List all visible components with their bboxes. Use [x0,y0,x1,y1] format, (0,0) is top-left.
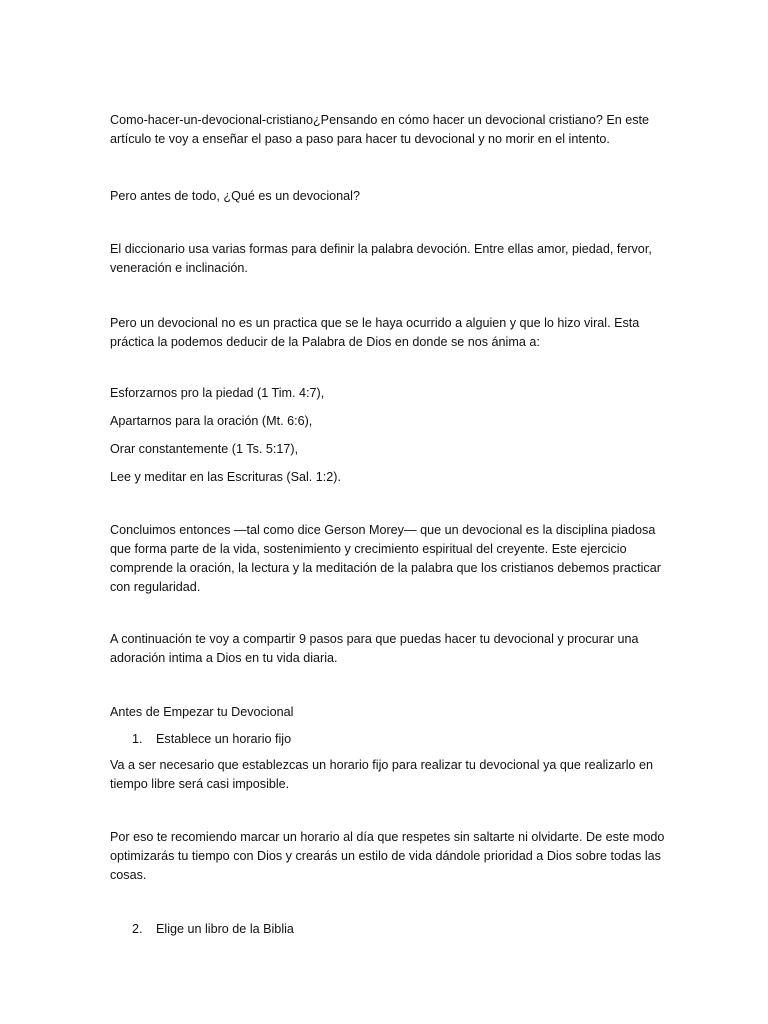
step-1-title: Establece un horario fijo [156,732,292,746]
section-heading: Antes de Empezar tu Devocional [110,705,294,719]
step-1-paragraph-2: Por eso te recomiendo marcar un horario al día que respetes sin saltarte ni olvidarte. De este modo optimizarás tu tiempo con Dios y crearás un estilo de vida dándole prioridad a Dios sobre todas las cosas. [110,830,665,882]
step-2-title: Elige un libro de la Biblia [156,922,294,936]
step-2-number: 2. [132,922,143,936]
exhortation-item: Esforzarnos pro la piedad (1 Tim. 4:7), [110,386,325,400]
exhortation-item: Apartarnos para la oración (Mt. 6:6), [110,414,313,428]
step-1-number: 1. [132,732,143,746]
practice-paragraph: Pero un devocional no es un practica que se le haya ocurrido a alguien y que lo hizo viral. Esta práctica la podemos deducir de la Palabra de Dios en donde se nos ánima a: [110,316,640,349]
steps-intro-paragraph: A continuación te voy a compartir 9 pasos para que puedas hacer tu devocional y procurar una adoración intima a Dios en tu vida diaria. [110,632,639,665]
step-2-heading [132,920,652,939]
definition-paragraph: El diccionario usa varias formas para definir la palabra devoción. Entre ellas amor, piedad, fervor, veneración e inclinación. [110,242,652,275]
exhortation-item: Lee y meditar en las Escrituras (Sal. 1:2). [110,470,341,484]
question-paragraph: Pero antes de todo, ¿Qué es un devocional? [110,189,360,203]
step-1-heading [132,730,652,749]
intro-paragraph: Como-hacer-un-devocional-cristiano¿Pensando en cómo hacer un devocional cristiano? En este artículo te voy a enseñar el paso a paso para hacer tu devocional y no morir en el intento. [110,113,650,146]
exhortation-item: Orar constantemente (1 Ts. 5:17), [110,442,299,456]
conclusion-paragraph: Concluimos entonces —tal como dice Gerson Morey— que un devocional es la disciplina piadosa que forma parte de la vida, sostenimiento y crecimiento espiritual del creyente. Este ejercicio comprende la oración, la lectura y la meditación de la palabra que los cristianos debemos practicar con regularidad. [110,523,661,594]
step-1-paragraph-1: Va a ser necesario que establezcas un horario fijo para realizar tu devocional ya que realizarlo en tiempo libre será casi imposible. [110,758,654,791]
